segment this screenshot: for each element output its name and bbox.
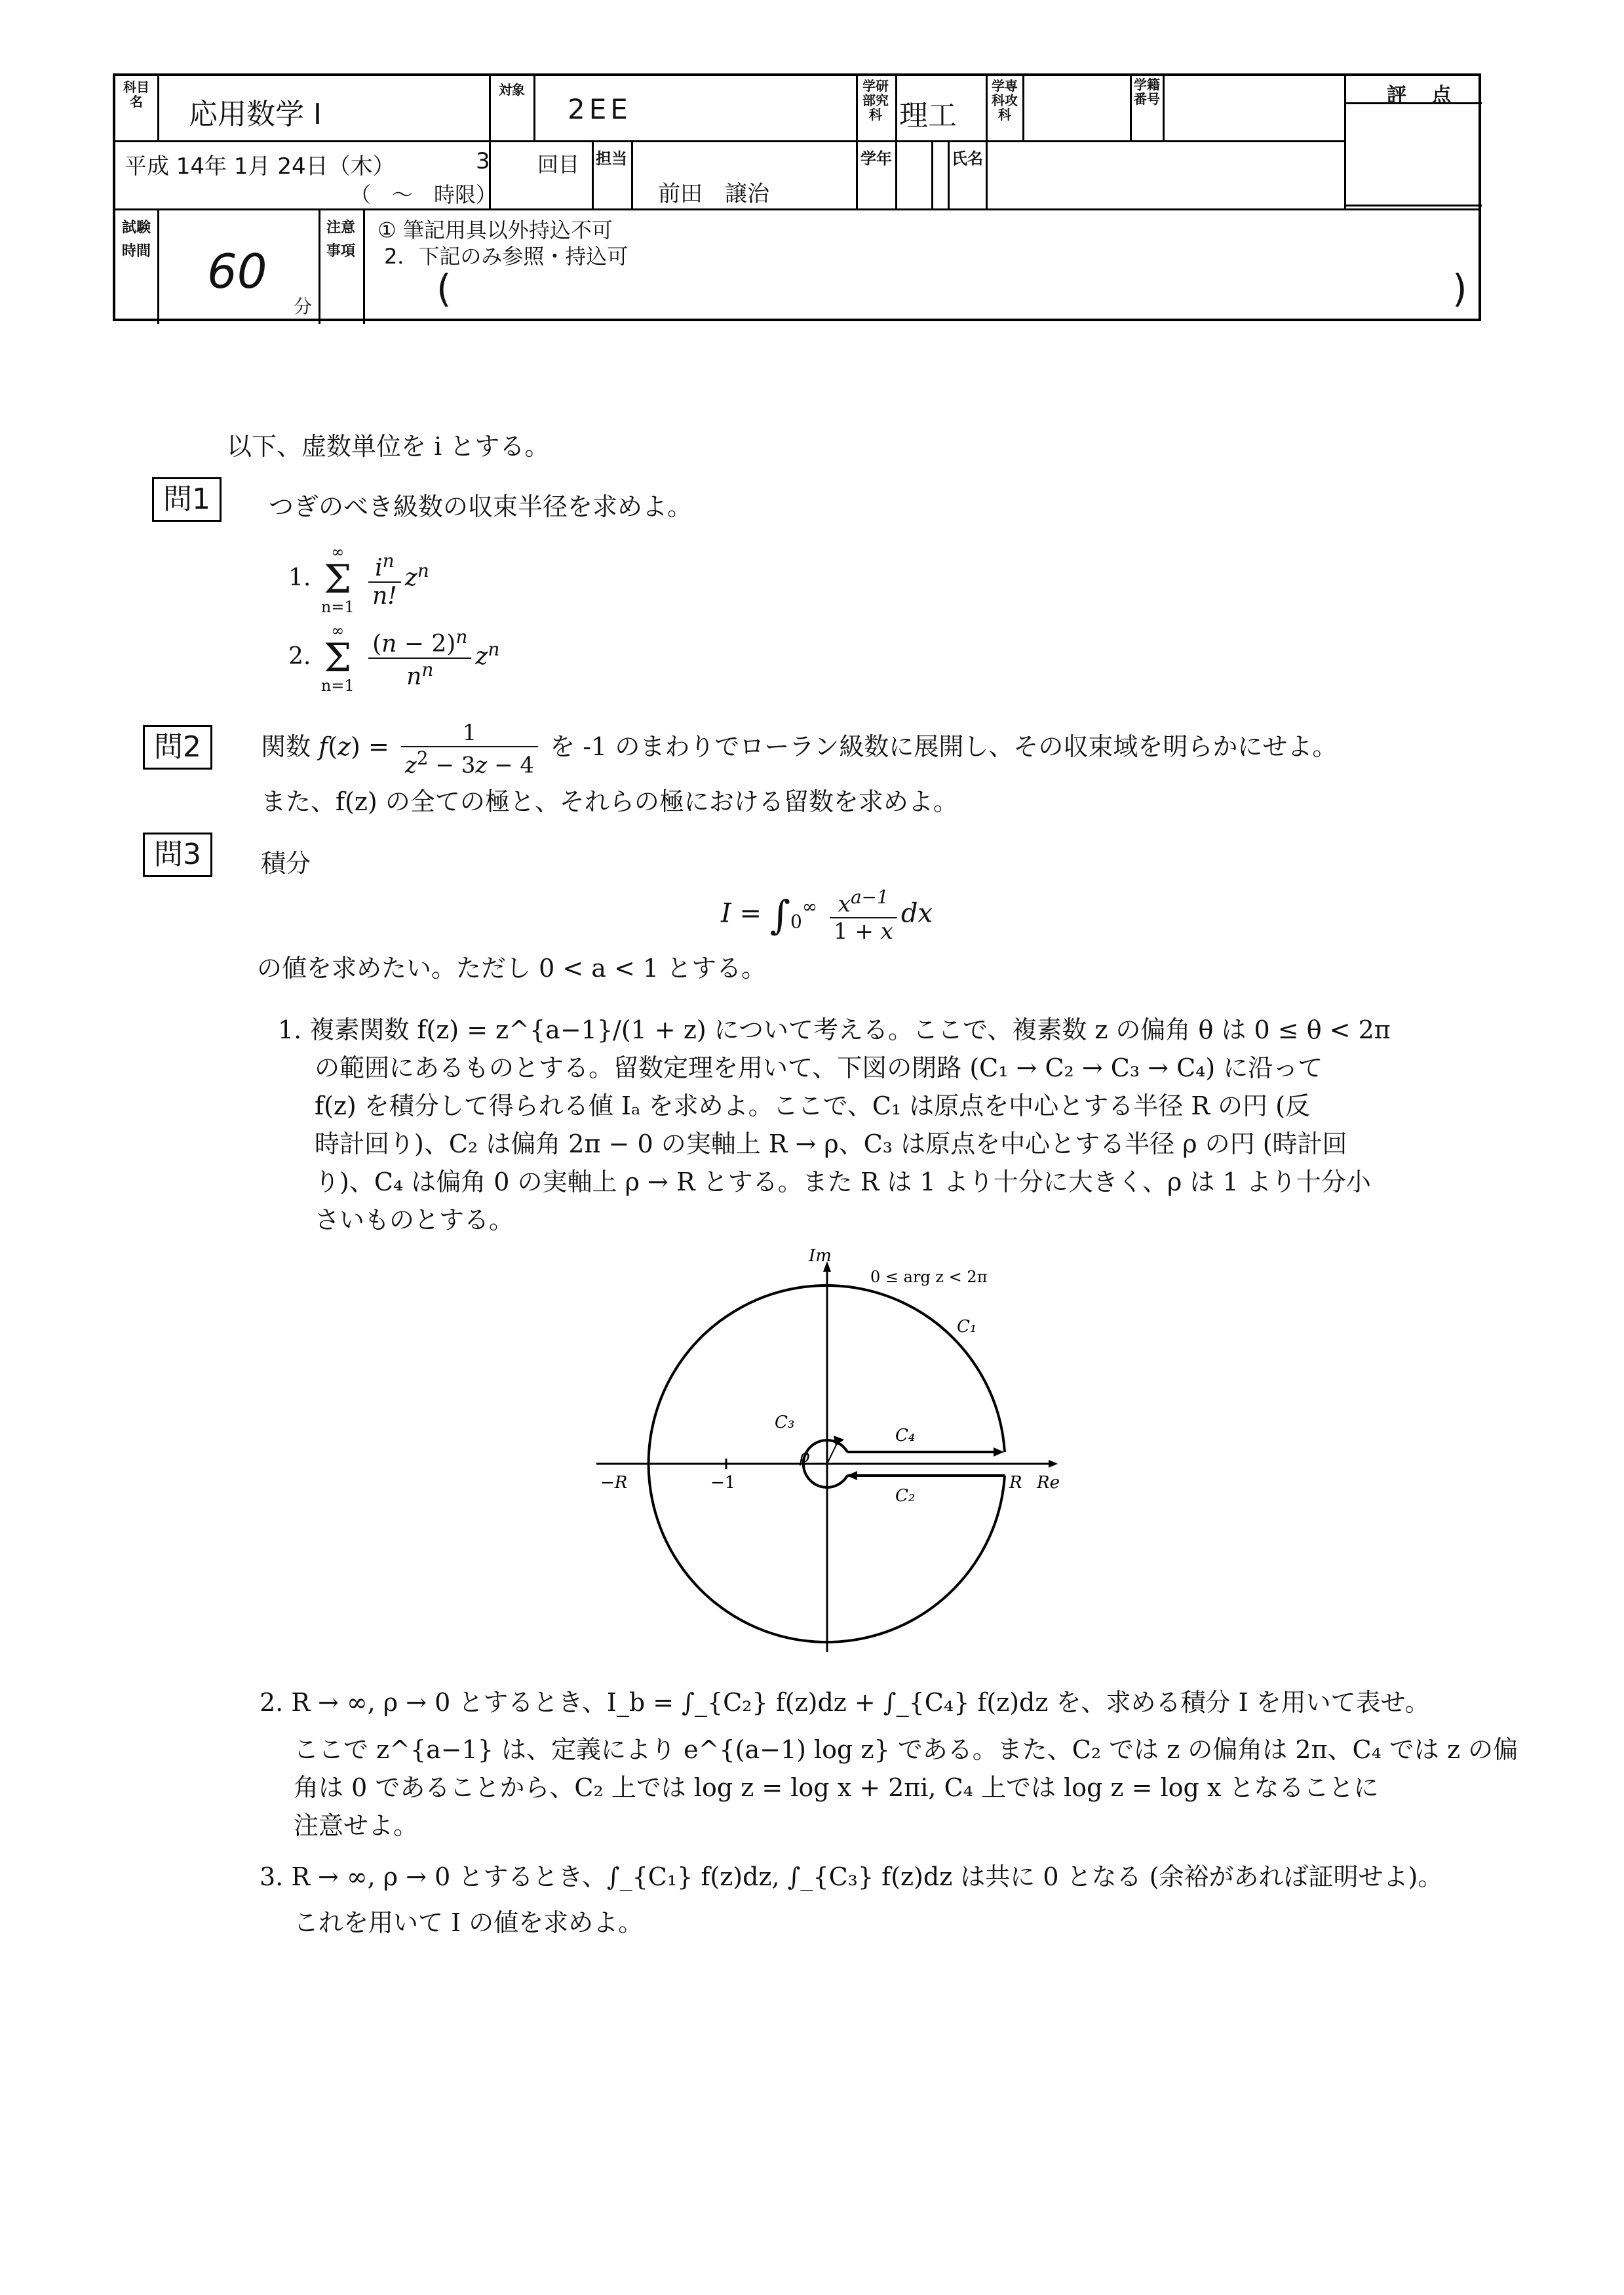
part-1-line-4: 時計回り)、C₂ は偏角 2π − 0 の実軸上 R → ρ、C₃ は原点を中心とする半径 ρ の円 (時計回 xyxy=(315,1129,1347,1158)
intro-text: 以下、虚数単位を i とする。 xyxy=(227,432,550,461)
question-1-label: 問1 xyxy=(152,477,222,522)
notes-label: 注意事項 xyxy=(326,220,355,260)
score-box[interactable] xyxy=(1347,105,1477,202)
question-3-text: 積分 xyxy=(261,849,311,878)
series-2: 2. ∞ Σ n=1 $\frac{(n - 2)^n}{n^n}$ $z^n$ xyxy=(288,621,500,695)
label-rho: ρ xyxy=(800,1447,810,1466)
subject-label: 科目名 xyxy=(123,79,149,109)
score-label: 評 点 xyxy=(1387,84,1461,107)
part-2-line-1: 2. R → ∞, ρ → 0 とするとき、I_b = ∫_{C₂} f(z)dz + ∫_{C₄} f(z)dz を、求める積分 I を用いて表せ。 xyxy=(260,1688,1430,1717)
label-minus-1: −1 xyxy=(710,1473,736,1493)
note-paren-open: ( xyxy=(436,266,452,311)
question-2-line-2: また、f(z) の全ての極と、それらの極における留数を求めよ。 xyxy=(261,787,958,816)
c2-arrow xyxy=(847,1471,857,1480)
series-2-number: 2. xyxy=(288,643,311,670)
teacher-name: 前田 譲治 xyxy=(658,181,769,207)
series-1-number: 1. xyxy=(288,564,311,591)
label-c3: C₃ xyxy=(775,1413,795,1432)
rho-radius xyxy=(827,1442,838,1464)
question-3-label: 問3 xyxy=(143,833,212,877)
target-value: 2EE xyxy=(568,93,632,125)
year-label: 学年 xyxy=(860,149,892,168)
time-value: 60 xyxy=(207,244,267,299)
label-minus-r: −R xyxy=(600,1473,628,1493)
part-1-line-1: 1. 複素関数 f(z) = z^{a−1}/(1 + z) について考える。ここで、複素数 z の偏角 θ は 0 ≤ θ < 2π xyxy=(278,1015,1391,1044)
part-1-line-2: の範囲にあるものとする。留数定理を用いて、下図の閉路 (C₁ → C₂ → C₃ → C₄) に沿って xyxy=(315,1053,1323,1082)
real-axis-arrow xyxy=(1049,1460,1058,1468)
label-c1: C₁ xyxy=(957,1317,977,1337)
part-3-line-2: これを用いて I の値を求めよ。 xyxy=(294,1908,644,1937)
part-3-line-1: 3. R → ∞, ρ → 0 とするとき、∫_{C₁} f(z)dz, ∫_{C₃} f(z)dz は共に 0 となる (余裕があれば証明せよ)。 xyxy=(260,1862,1443,1891)
question-1-text: つぎのべき級数の収束半径を求めよ。 xyxy=(269,492,693,521)
label-r: R xyxy=(1009,1473,1022,1493)
dept-label: 学研部究科 xyxy=(862,78,889,123)
label-c2: C₂ xyxy=(895,1486,916,1506)
exam-period: 3 xyxy=(476,148,490,174)
note-paren-close: ) xyxy=(1452,266,1467,311)
major-label: 学専科攻科 xyxy=(992,78,1018,123)
series-1: 1. ∞ Σ n=1 $\frac{i^n}{n!}$ $z^n$ xyxy=(288,543,429,616)
note-1: ① 筆記用具以外持込不可 xyxy=(377,218,613,243)
part-1-line-3: f(z) を積分して得られる値 Iₐ を求めよ。ここで、C₁ は原点を中心とする半径 R の円 (反 xyxy=(315,1091,1310,1120)
label-re: Re xyxy=(1037,1473,1060,1493)
part-1-line-5: り)、C₄ は偏角 0 の実軸上 ρ → R とする。また R は 1 より十分に大きく、ρ は 1 より十分小 xyxy=(315,1167,1371,1196)
teacher-label: 担当 xyxy=(596,149,627,168)
year-field[interactable] xyxy=(898,143,931,206)
time-unit: 分 xyxy=(294,296,313,317)
exam-hours: （ 〜 時限） xyxy=(350,182,497,207)
question-3-condition: の値を求めたい。ただし 0 < a < 1 とする。 xyxy=(257,954,767,983)
c4-arrow xyxy=(994,1447,1004,1457)
exam-date: 平成 14年 1月 24日（木） xyxy=(125,153,395,180)
question-2-label: 問2 xyxy=(143,725,212,770)
integral-formula: $I = \int_0^\infty$ $\frac{x^{a-1}}{1 + x}$ dx xyxy=(721,886,933,945)
target-label: 対象 xyxy=(499,82,525,98)
part-2-line-2: ここで z^{a−1} は、定義により e^{(a−1) log z} である。また、C₂ では z の偏角は 2π、C₄ では z の偏 xyxy=(294,1735,1518,1764)
label-c4: C₄ xyxy=(895,1426,916,1445)
student-no-label: 学籍番号 xyxy=(1134,77,1160,107)
period-suffix: 回目 xyxy=(537,152,580,177)
name-label: 氏名 xyxy=(952,149,983,168)
part-1-line-6: さいものとする。 xyxy=(315,1206,514,1234)
label-condition: 0 ≤ arg z < 2π xyxy=(870,1268,988,1286)
note-2: 2．下記のみ参照・持込可 xyxy=(384,244,628,269)
header-row-divider xyxy=(115,140,1344,142)
contour-figure xyxy=(590,1246,1075,1665)
label-im: Im xyxy=(809,1246,832,1266)
time-label: 試験時間 xyxy=(121,220,151,260)
dept-value: 理工 xyxy=(899,99,957,132)
question-2-line-1: 関数 f(z) = $\frac{1}{z^2 - 3z - 4}$ を -1 のまわりでローラン級数に展開し、その収束域を明らかにせよ。 xyxy=(261,720,1338,779)
exam-header-table xyxy=(113,73,1481,321)
score-box-bottom xyxy=(1344,205,1482,206)
name-field[interactable] xyxy=(990,143,1341,206)
part-2-line-4: 注意せよ。 xyxy=(294,1811,419,1840)
subject-name: 応用数学 I xyxy=(189,98,322,131)
part-2-line-3: 角は 0 であることから、C₂ 上では log z = log x + 2πi, C₄ 上では log z = log x となることに xyxy=(294,1773,1379,1802)
